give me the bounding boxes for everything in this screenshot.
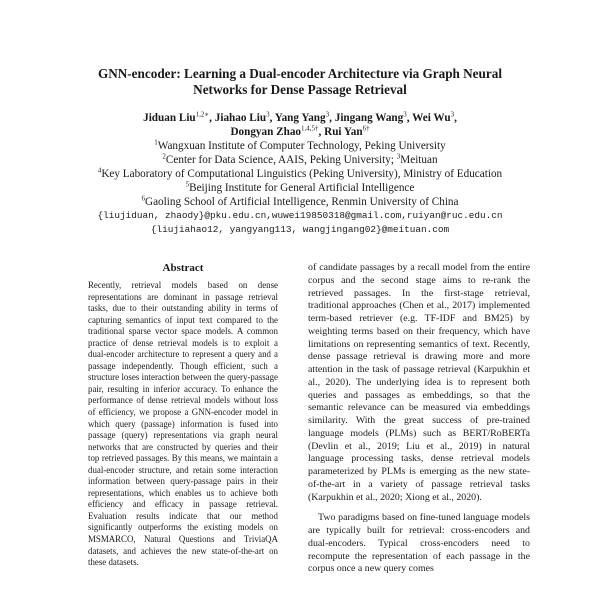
author-block [30,111,570,237]
author-names-line-1: Jiduan Liu$^{1,2∗}$, Jiahao Liu$^3$, Yang Yang$^3$, Jingang Wang$^3$, Wei Wu$^3$, [143,110,457,124]
title-line-1: GNN-encoder: Learning a Dual-encoder Architecture via Graph Neural [97,66,502,81]
affiliation-line: $^4$Key Laboratory of Computational Linguistics (Peking University), Ministry of Education [97,166,503,180]
author-affiliation-mark: 3 [450,110,455,119]
intro-paragraph-2: Two paradigms based on fine-tuned language models are typically built for retrieval: cross-encoders and dual-encoders. Typical cross-encoders need to recompute the representation of each passage in the corpus once a new query comes [308,512,530,575]
author-name: Rui Yan [324,126,363,138]
intro-paragraph-1: of candidate passages by a recall model from the entire corpus and the second stage aims to re-rank the retrieved passages. In the first-stage retrieval, traditional approaches (Chen et al., 2017) implemented term-based retriever (e.g. TF-IDF and BM25) by weighting terms based on their frequency, which have limitations on representing semantics of text. Recently, dense passage retrieval is drawing more and more attention in the task of passage retrieval (Karpukhin et al., 2020). The underlying idea is to represent both queries and passages as embeddings, so that the semantic relevance can be measured via embeddings similarity. With the great success of pre-trained language models (PLMs) such as BERT/RoBERTa (Devlin et al., 2019; Liu et al., 2019) in natural language processing tasks, dense retrieval models parameterized by PLMs is emerging as the new state-of-the-art in a variety of passage retrieval tasks (Karpukhin et al., 2020; Xiong et al., 2020). [308,262,530,503]
author-name: Jingang Wang [334,112,404,124]
affiliation-line: $^5$Beijing Institute for General Artificial Intelligence [185,180,415,194]
affiliation-line: $^1$Wangxuan Institute of Computer Technology, Peking University [154,138,446,152]
intro-column [308,262,530,576]
abstract-text: Recently, retrieval models based on dense representations are dominant in passage retrieval tasks, due to their outstanding ability in terms of capturing semantics of input text compared to the traditional sparse vector space models. A common practice of dense retrieval models is to exploit a dual-encoder architecture to represent a query and a passage independently. Though efficient, such a structure loses interaction between the query-passage pair, resulting in inferior accuracy. To enhance the performance of dense retrieval models without loss of efficiency, we propose a GNN-encoder model in which query (passage) information is fused into passage (query) representations via graph neural networks that are constructed by queries and their top retrieved passages. By this means, we maintain a dual-encoder structure, and retain some interaction information between query-passage pairs in their representations, which enables us to achieve both efficiency and efficacy in passage retrieval. Evaluation results indicate that our method significantly outperforms the existing models on MSMARCO, Natural Questions and TriviaQA datasets, and achieves the new state-of-the-art on these datasets. [88,280,278,568]
author-affiliation-mark: 3 [266,110,270,119]
author-name: Dongyan Zhao [230,126,302,138]
author-affiliation-mark: 3 [325,110,330,119]
paper-title [40,66,560,98]
email-line: {liujiahao12, yangyang113, wangjingang02}@meituan.com [150,224,450,235]
author-affiliation-mark: 3 [403,110,407,119]
author-name: Yang Yang [274,112,326,124]
abstract-heading: Abstract [162,262,204,274]
affiliation-line: $^6$Gaoling School of Artificial Intelligence, Renmin University of China [141,194,459,208]
author-names-line-2: Dongyan Zhao$^{1,4,5\dagger}$, Rui Yan$^{6\dagger}$ [230,124,370,138]
title-line-2: Networks for Dense Passage Retrieval [193,82,407,97]
author-name: Wei Wu [412,112,451,124]
author-affiliation-mark: 1,2∗ [195,110,210,119]
author-affiliation-mark: 1,4,5† [301,124,319,133]
affiliation-line: $^2$Center for Data Science, AAIS, Peking University; $^3$Meituan [162,152,438,166]
email-line: {liujiduan, zhaody}@pku.edu.cn,wuwei19850318@gmail.com,ruiyan@ruc.edu.cn [97,210,503,221]
author-name: Jiahao Liu [214,112,267,124]
author-name: Jiduan Liu [143,112,196,124]
author-affiliation-mark: 6† [362,124,370,133]
